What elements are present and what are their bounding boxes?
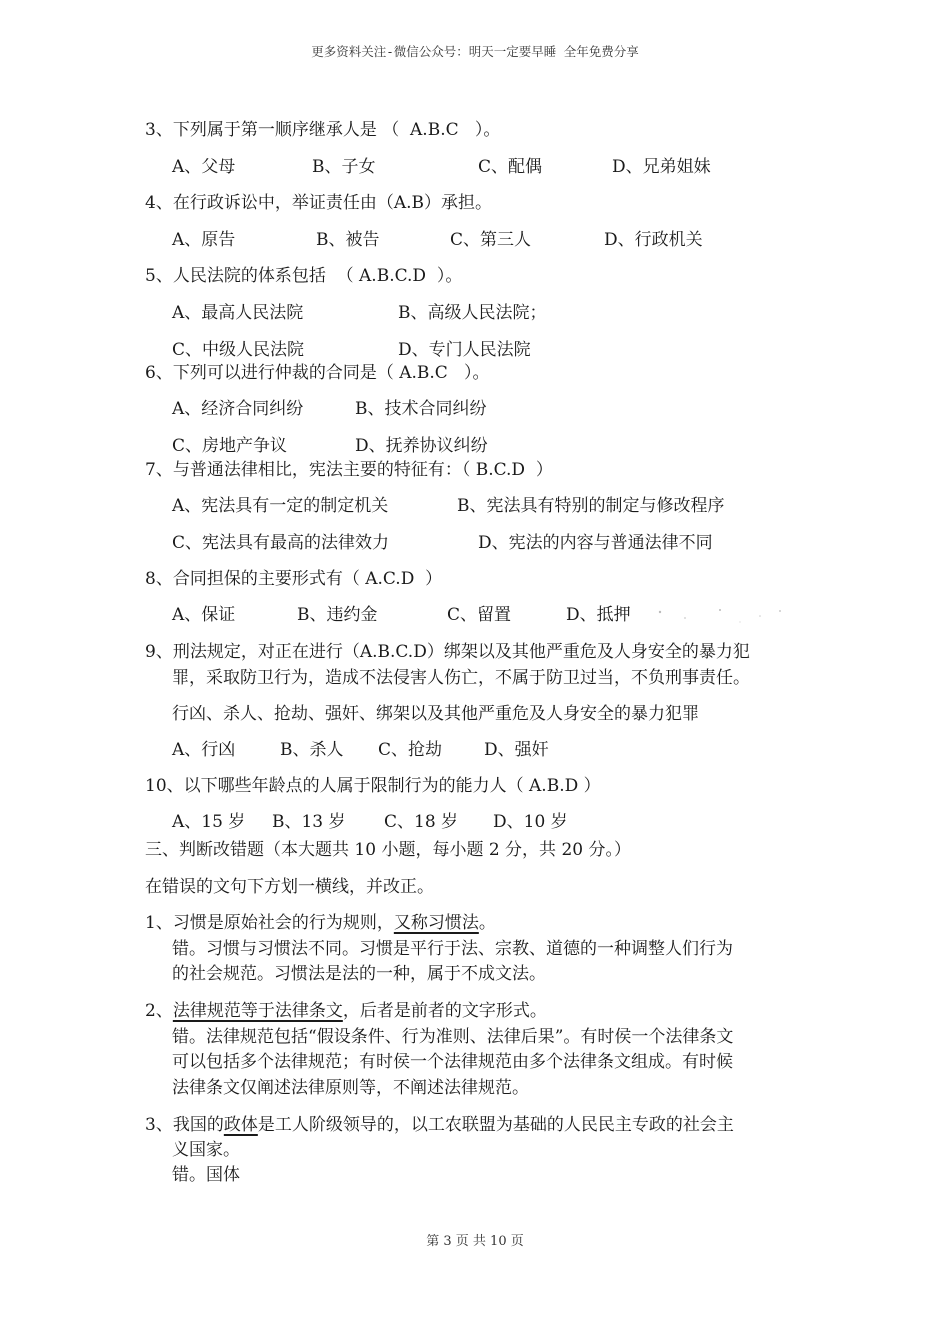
question-7-stem: 7、与普通法律相比，宪法主要的特征有：（ B.C.D ）: [145, 460, 553, 480]
judgment-3-underlined: 政体: [223, 1115, 258, 1135]
question-6-option-c: C、房地产争议: [172, 436, 288, 456]
question-4-option-c: C、第三人: [450, 230, 532, 250]
question-3-option-b: B、子女: [312, 157, 376, 177]
question-6-option-b: B、技术合同纠纷: [355, 399, 487, 419]
judgment-1-answer-line-2: 的社会规范。习惯法是法的一种，属于不成文法。: [172, 964, 546, 984]
question-9-option-b: B、杀人: [280, 740, 344, 760]
question-9-option-a: A、行凶: [172, 740, 236, 760]
question-8-stem: 8、合同担保的主要形式有（ A.C.D ）: [145, 569, 443, 589]
section-3-title: 三、判断改错题（本大题共 10 小题，每小题 2 分，共 20 分。）: [145, 840, 632, 860]
question-8-option-d: D、抵押: [566, 605, 631, 625]
question-9-line-3: 行凶、杀人、抢劫、强奸、绑架以及其他严重危及人身安全的暴力犯罪: [172, 704, 699, 724]
question-9-option-c: C、抢劫: [378, 740, 443, 760]
question-9-line-2: 罪，采取防卫行为，造成不法侵害人伤亡，不属于防卫过当，不负刑事责任。: [172, 668, 750, 688]
question-7-option-a: A、宪法具有一定的制定机关: [172, 496, 389, 516]
judgment-2-answer-line-2: 可以包括多个法律规范；有时侯一个法律规范由多个法律条文组成。有时候: [172, 1052, 733, 1072]
question-10-option-c: C、18 岁: [384, 812, 459, 832]
question-7-option-c: C、宪法具有最高的法律效力: [172, 533, 390, 553]
judgment-1-text: 1、习惯是原始社会的行为规则，: [145, 913, 394, 933]
judgment-2-answer-line-3: 法律条文仅阐述法律原则等，不阐述法律规范。: [172, 1078, 529, 1098]
question-5-option-c: C、中级人民法院: [172, 340, 305, 360]
question-7-option-b: B、宪法具有特别的制定与修改程序: [457, 496, 725, 516]
judgment-1-answer-line-1: 错。习惯与习惯法不同。习惯是平行于法、宗教、道德的一种调整人们行为: [172, 939, 733, 959]
question-6-option-d: D、抚养协议纠纷: [355, 436, 488, 456]
question-3-option-a: A、父母: [172, 157, 236, 177]
judgment-2-text: ，后者是前者的文字形式。: [342, 1001, 547, 1021]
judgment-3-text-a: 3、我国的: [145, 1115, 224, 1135]
question-6-stem: 6、下列可以进行仲裁的合同是（ A.B.C ）。: [145, 363, 490, 383]
question-9-line-1: 9、刑法规定，对正在进行（A.B.C.D）绑架以及其他严重危及人身安全的暴力犯: [145, 642, 750, 662]
question-4-option-a: A、原告: [172, 230, 236, 250]
judgment-2-answer-line-1: 错。法律规范包括“假设条件、行为准则、法律后果”。有时侯一个法律条文: [172, 1027, 734, 1047]
question-8-option-c: C、留置: [447, 605, 512, 625]
judgment-1-end: 。: [478, 913, 496, 933]
question-3-option-c: C、配偶: [478, 157, 543, 177]
question-8-option-a: A、保证: [172, 605, 236, 625]
question-6-option-a: A、经济合同纠纷: [172, 399, 304, 419]
question-10-stem: 10、以下哪些年龄点的人属于限制行为的能力人（ A.B.D ）: [145, 776, 601, 796]
judgment-3-text-b: 是工人阶级领导的，以工农联盟为基础的人民民主专政的社会主: [257, 1115, 734, 1135]
question-5-stem: 5、人民法院的体系包括 （ A.B.C.D ）。: [145, 266, 463, 286]
question-9-option-d: D、强奸: [484, 740, 549, 760]
question-4-stem: 4、在行政诉讼中，举证责任由（A.B）承担。: [145, 193, 492, 213]
judgment-1-underlined: 又称习惯法: [393, 913, 479, 933]
judgment-3-answer: 错。国体: [172, 1165, 240, 1185]
question-10-option-a: A、15 岁: [172, 812, 246, 832]
question-4-option-b: B、被告: [316, 230, 380, 250]
question-5-option-b: B、高级人民法院；: [398, 303, 547, 323]
question-4-option-d: D、行政机关: [604, 230, 703, 250]
scan-specks: [600, 600, 800, 640]
question-10-option-b: B、13 岁: [272, 812, 346, 832]
question-7-option-d: D、宪法的内容与普通法律不同: [478, 533, 713, 553]
question-10-option-d: D、10 岁: [493, 812, 568, 832]
judgment-1-statement: [145, 912, 496, 934]
judgment-2-num: 2、: [145, 1001, 173, 1021]
question-8-option-b: B、违约金: [297, 605, 378, 625]
question-5-option-a: A、最高人民法院: [172, 303, 304, 323]
question-3-stem: 3、下列属于第一顺序继承人是 （ A.B.C ）。: [145, 120, 501, 140]
judgment-3-statement: [145, 1114, 734, 1136]
judgment-3-line-2: 义国家。: [172, 1140, 240, 1160]
question-5-option-d: D、专门人民法院: [398, 340, 531, 360]
judgment-2-underlined: 法律规范等于法律条文: [172, 1001, 343, 1021]
page-header: 更多资料关注-微信公众号：明天一定要早睡 全年免费分享: [311, 44, 639, 59]
section-3-instruction: 在错误的文句下方划一横线，并改正。: [145, 877, 434, 897]
judgment-2-statement: [145, 1000, 547, 1022]
question-3-option-d: D、兄弟姐妹: [612, 157, 711, 177]
page-footer: 第 3 页 共 10 页: [426, 1234, 524, 1249]
